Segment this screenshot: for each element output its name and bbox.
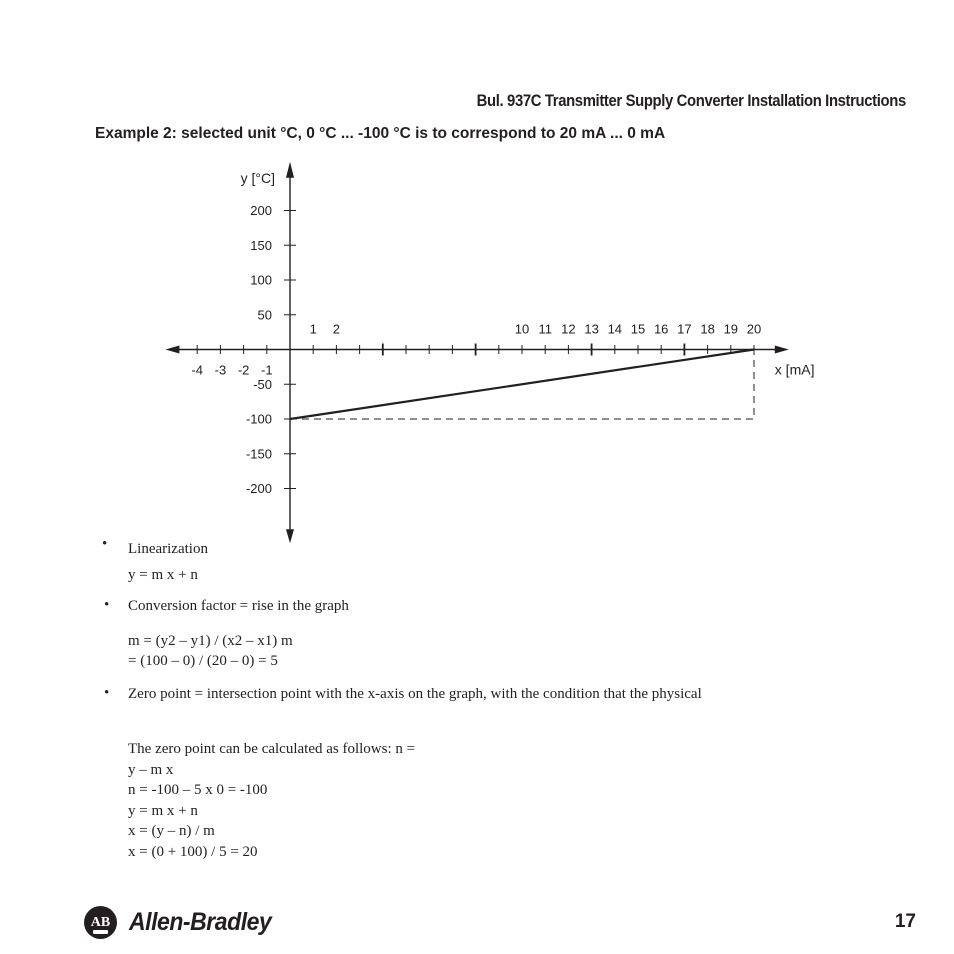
x-tick-label: 17 <box>677 321 692 337</box>
example-heading: Example 2: selected unit °C, 0 °C ... -100 °C is to correspond to 20 mA ... 0 mA <box>95 125 666 142</box>
x-axis-arrow-right <box>775 346 789 354</box>
chart-labels <box>191 170 814 496</box>
x-tick-label: 13 <box>584 321 599 337</box>
x-tick-label: 18 <box>700 321 715 337</box>
y-axis-title: y [°C] <box>240 169 275 186</box>
zero-point-calc-line-4: y = m x + n <box>128 803 198 819</box>
y-axis-arrow-down <box>286 529 294 543</box>
y-axis-arrow-up <box>286 162 294 178</box>
zero-point-calc-line-3: n = -100 – 5 x 0 = -100 <box>128 782 268 798</box>
x-tick-label: -2 <box>237 362 250 378</box>
y-tick-label: -100 <box>245 411 272 427</box>
y-tick-label: -50 <box>253 376 272 392</box>
x-tick-label: 1 <box>309 321 317 337</box>
bullet-marker: • <box>104 597 110 613</box>
x-tick-label: 11 <box>538 321 552 337</box>
zero-point-calc-line-1: The zero point can be calculated as follows: n = <box>128 741 416 757</box>
conversion-factor-label: Conversion factor = rise in the graph <box>128 598 349 614</box>
x-axis-title: x [mA] <box>774 361 815 378</box>
conversion-line <box>290 350 754 420</box>
chart-series <box>290 350 754 420</box>
conversion-formula-line-1: m = (y2 – y1) / (x2 – x1) m <box>128 633 293 649</box>
bullet-marker: • <box>104 685 110 701</box>
x-tick-label: 19 <box>723 321 739 337</box>
zero-point-calc-line-6: x = (0 + 100) / 5 = 20 <box>128 844 258 860</box>
logo-quality-band <box>93 930 108 934</box>
x-tick-label: 20 <box>746 321 762 337</box>
x-tick-label: 12 <box>561 321 576 337</box>
document-header-title: Bul. 937C Transmitter Supply Converter Installation Instructions <box>476 92 906 110</box>
x-tick-label: 15 <box>630 321 646 337</box>
logo-text: AB <box>90 914 111 930</box>
linearization-label: Linearization <box>128 541 208 557</box>
x-tick-label: 10 <box>514 321 530 337</box>
y-tick-label: 100 <box>250 272 272 288</box>
zero-point-calc-line-5: x = (y – n) / m <box>128 823 215 839</box>
x-tick-label: -1 <box>261 362 273 378</box>
allen-bradley-logo <box>84 906 117 939</box>
y-tick-label: -150 <box>245 446 272 462</box>
linearization-formula: y = m x + n <box>128 567 198 583</box>
x-axis-arrow-left <box>165 346 179 354</box>
x-tick-label: 16 <box>653 321 669 337</box>
x-tick-label: 14 <box>607 321 623 337</box>
y-tick-label: 150 <box>250 237 272 253</box>
brand-name: Allen-Bradley <box>129 908 272 936</box>
zero-point-calc-line-2: y – m x <box>128 762 174 778</box>
y-tick-label: 50 <box>257 307 272 323</box>
conversion-formula-line-2: = (100 – 0) / (20 – 0) = 5 <box>128 653 278 669</box>
footer-brand <box>84 906 284 939</box>
x-tick-label: 2 <box>332 321 341 337</box>
y-tick-label: -200 <box>245 481 272 496</box>
x-tick-label: -3 <box>214 362 227 378</box>
page-number: 17 <box>894 911 916 932</box>
x-tick-label: -4 <box>191 362 203 378</box>
bullet-marker: • <box>102 536 108 552</box>
zero-point-label: Zero point = intersection point with the x-axis on the graph, with the condition that the physical <box>128 686 702 702</box>
y-tick-label: 200 <box>250 203 272 218</box>
